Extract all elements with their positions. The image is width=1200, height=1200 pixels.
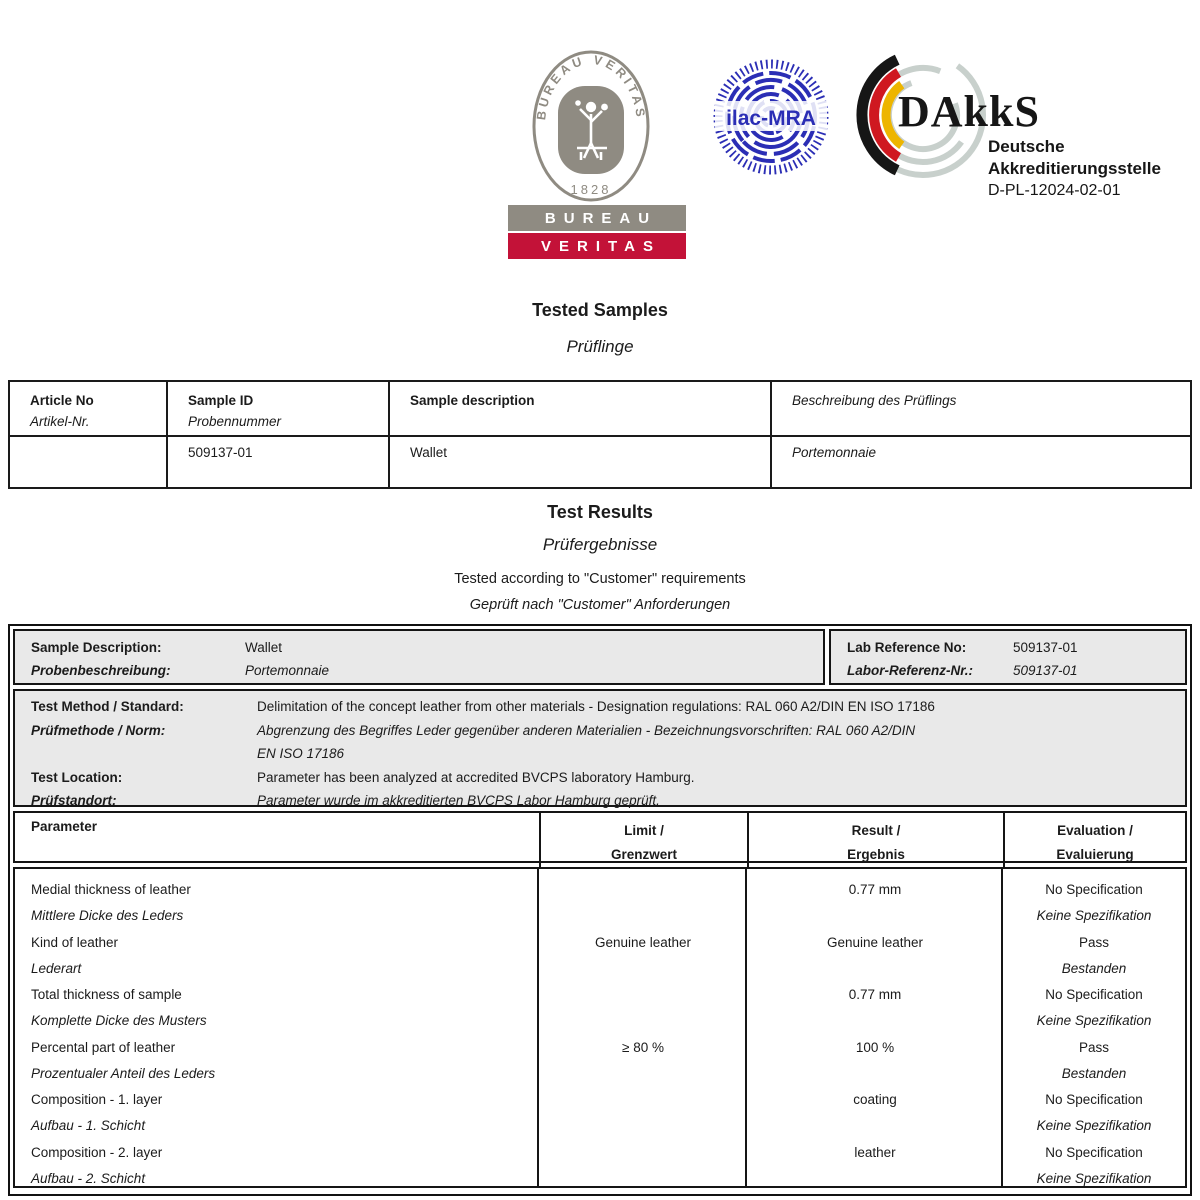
result-row: Composition - 2. layer Aufbau - 2. Schicht leather No Specification Keine Spezifikation: [31, 1144, 1152, 1186]
result-row: Percental part of leather Prozentualer Anteil des Leders ≥ 80 % 100 % Pass Bestanden: [31, 1039, 1127, 1081]
cell-description-de: Portemonnaie: [792, 445, 877, 460]
result-row: Total thickness of sample Komplette Dicke des Musters 0.77 mm No Specification Keine Spezifikation: [31, 987, 1152, 1028]
tested-samples-table: [8, 380, 1192, 489]
cell-sample-id: 509137-01: [168, 437, 390, 487]
lab-reference-cell: Lab Reference No: Labor-Referenz-Nr.: 509137-01 509137-01: [829, 629, 1187, 685]
veritas-wordmark: VERITAS: [508, 233, 686, 259]
header-article-no: Article No Artikel-Nr.: [10, 382, 168, 437]
result-row: Kind of leather Lederart Genuine leather Genuine leather Pass Bestanden: [31, 934, 1127, 976]
header-sample-description: Sample description: [390, 382, 772, 437]
results-info-row: [13, 629, 1187, 685]
bv-year-text: 1828: [570, 182, 612, 197]
dakks-wordmark: DAkkS: [898, 87, 1040, 136]
cell-article-no: [10, 437, 168, 487]
result-row: Composition - 1. layer Aufbau - 1. Schicht coating No Specification Keine Spezifikation: [31, 1092, 1152, 1133]
bv-arc-text: BUREAU VERITAS: [534, 52, 648, 121]
bureau-veritas-logo-icon: [530, 50, 652, 202]
tested-samples-title: Tested Samples: [532, 300, 668, 320]
dakks-org-line1: Deutsche: [988, 137, 1065, 156]
col-result: Result / Ergebnis: [747, 813, 1003, 867]
col-limit: Limit / Grenzwert: [539, 813, 747, 867]
test-results-subtitle: Prüfergebnisse: [542, 535, 658, 554]
ilac-mra-logo-icon: [712, 58, 830, 176]
results-column-headers: [13, 811, 1187, 863]
header-sample-id: Sample ID Probennummer: [168, 382, 390, 437]
bureau-wordmark: BUREAU: [508, 205, 686, 231]
result-row: Medial thickness of leather Mittlere Dicke des Leders 0.77 mm No Specification Keine Spezifikation: [31, 882, 1152, 923]
requirement-line-de: Geprüft nach "Customer" Anforderungen: [469, 597, 731, 613]
col-evaluation: Evaluation / Evaluierung: [1003, 813, 1185, 867]
method-location-cell: Test Method / Standard: Prüfmethode / Norm: Test Location: Prüfstandort: Delimitation of the concept leather from other materials - Designation regulations: RAL 060 A2/DIN EN ISO 17186 Abgrenzung des Begriffes Leder gegenüber anderen Materialien - Bezeichnungsvorschriften: RAL 060 A2/DIN EN ISO 17186 Parameter has been analyzed at accredited BVCPS laboratory Hamburg. Parameter wurde im akkreditierten BVCPS Labor Hamburg geprüft.: [13, 689, 1187, 807]
sample-description-cell: Sample Description: Probenbeschreibung: Wallet Portemonnaie: [13, 629, 825, 685]
header-description-de: Beschreibung des Prüflings: [772, 382, 1190, 437]
col-parameter: Parameter: [31, 819, 98, 834]
cell-description-en: Wallet: [390, 437, 772, 487]
tested-samples-subtitle: Prüflinge: [566, 337, 634, 356]
dakks-accreditation-number: D-PL-12024-02-01: [988, 182, 1121, 199]
test-results-table: [8, 624, 1192, 1196]
test-results-title: Test Results: [547, 502, 653, 522]
requirement-line-en: Tested according to "Customer" requirements: [454, 571, 746, 587]
dakks-org-line2: Akkreditierungsstelle: [988, 159, 1161, 178]
results-body: [13, 867, 1187, 1188]
ilac-mra-text: ilac-MRA: [726, 107, 816, 130]
dakks-org-block: [988, 136, 1161, 202]
